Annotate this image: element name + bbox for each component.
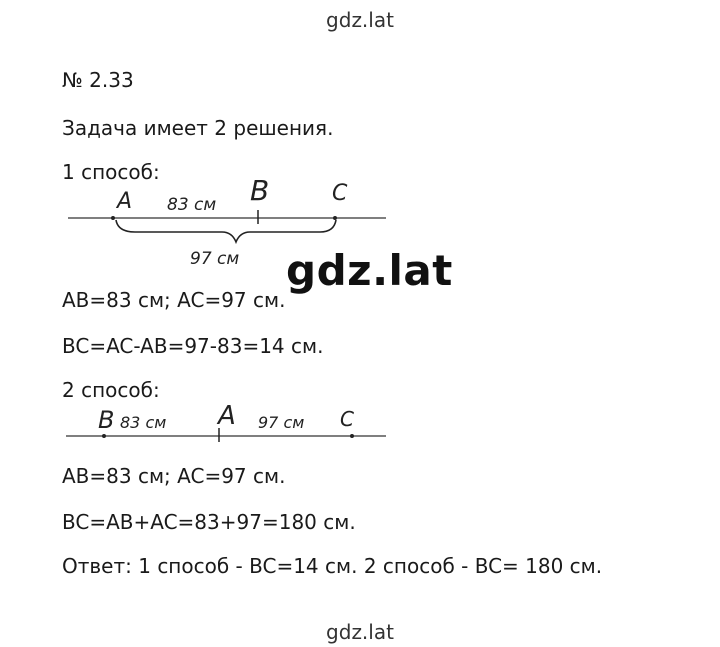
segment-ac-label: 97 см	[258, 413, 305, 432]
watermark-bottom: gdz.lat	[326, 620, 394, 644]
method2-given: AB=83 см; AC=97 см.	[62, 464, 286, 488]
method1-given: AB=83 см; AC=97 см.	[62, 288, 286, 312]
answer-line: Ответ: 1 способ - BC=14 см. 2 способ - BC= 180 см.	[62, 554, 603, 578]
method1-calc: BC=AC-AB=97-83=14 см.	[62, 334, 324, 358]
problem-number: № 2.33	[62, 68, 134, 92]
brace-label: 97 см	[190, 249, 240, 269]
watermark-top: gdz.lat	[326, 8, 394, 32]
method1-heading: 1 способ:	[62, 160, 160, 184]
method2-sketch	[0, 396, 720, 446]
segment-ab-label: 83 см	[167, 195, 217, 215]
point-c2-label: C	[340, 407, 354, 431]
method2-heading: 2 способ:	[62, 378, 160, 402]
brace-shape	[116, 220, 336, 242]
method2-calc: BC=AB+AC=83+97=180 см.	[62, 510, 356, 534]
point-c-label: C	[332, 181, 348, 206]
point-b2-label: B	[98, 406, 115, 434]
watermark-center: gdz.lat	[286, 246, 453, 295]
point-b-label: B	[250, 174, 270, 207]
segment-ba-label: 83 см	[120, 413, 167, 432]
point-a2-label: A	[218, 401, 236, 431]
problem-statement: Задача имеет 2 решения.	[62, 116, 334, 140]
point-a-label: A	[117, 189, 133, 214]
